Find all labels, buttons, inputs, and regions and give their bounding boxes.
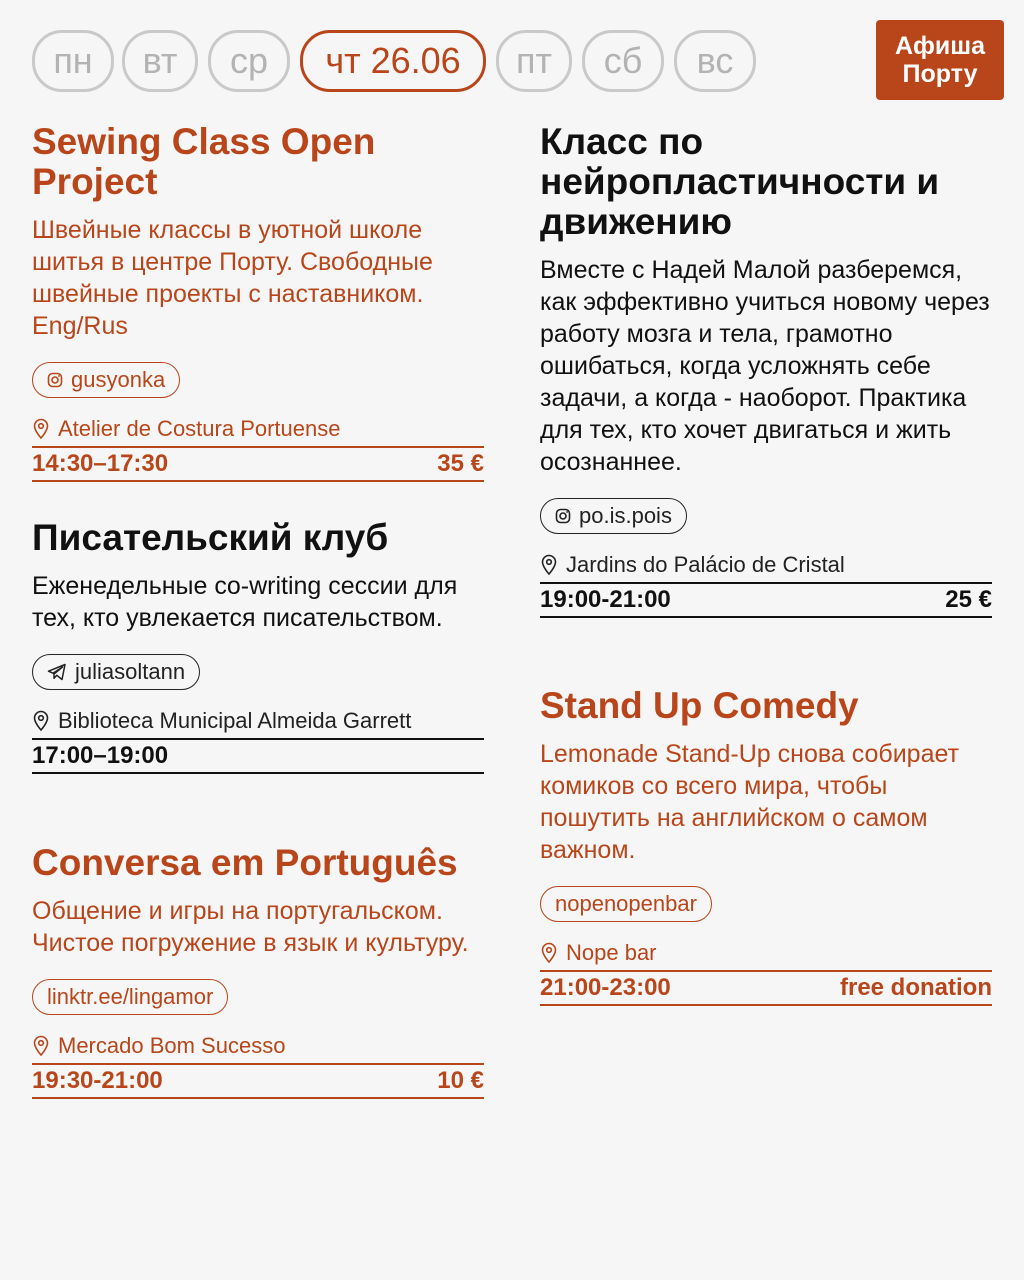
logo-line-2: Порту xyxy=(902,60,978,88)
event-title: Класс по нейропластичности и движению xyxy=(540,121,940,242)
location-pin-icon xyxy=(32,1035,50,1057)
event-price: 10 € xyxy=(437,1067,484,1094)
location-label: Biblioteca Municipal Almeida Garrett xyxy=(58,708,412,733)
location-pin-icon xyxy=(540,554,558,576)
event-card-neuro xyxy=(540,122,992,618)
event-card-conversa xyxy=(32,843,484,1099)
handle-label: nopenopenbar xyxy=(555,891,697,916)
event-title: Sewing Class Open Project xyxy=(32,121,376,202)
location-label: Atelier de Costura Portuense xyxy=(58,416,341,441)
instagram-icon xyxy=(555,508,571,524)
handle-label: linktr.ee/lingamor xyxy=(47,984,214,1009)
day-tab-wed[interactable]: ср xyxy=(208,30,290,92)
handle-label: po.is.pois xyxy=(579,503,672,528)
website-link[interactable] xyxy=(32,979,228,1015)
handle-label: gusyonka xyxy=(71,367,166,392)
location-label: Nope bar xyxy=(566,940,657,965)
day-tab-mon[interactable]: пн xyxy=(32,30,114,92)
event-time: 19:30-21:00 xyxy=(32,1067,163,1094)
event-description: Вместе с Надей Малой разберемся, как эффективно учиться новому через работу мозга и тела, грамотно ошибаться, когда усложнять себе задачи, а когда - наоборот. Практика для тех, кто хочет двигаться и жить осознаннее. xyxy=(540,256,990,476)
day-tab-fri[interactable]: пт xyxy=(496,30,572,92)
event-price: 35 € xyxy=(437,450,484,477)
day-tab-tue[interactable]: вт xyxy=(122,30,198,92)
day-tab-sat[interactable]: сб xyxy=(582,30,664,92)
event-time: 21:00-23:00 xyxy=(540,974,671,1001)
event-location xyxy=(32,1033,484,1059)
event-price: 25 € xyxy=(945,586,992,613)
event-time: 17:00–19:00 xyxy=(32,742,169,769)
day-tab-sun[interactable]: вс xyxy=(674,30,756,92)
event-description: Общение и игры на португальском. Чистое погружение в язык и культуру. xyxy=(32,897,469,957)
location-pin-icon xyxy=(540,942,558,964)
event-time-price xyxy=(32,1063,484,1099)
event-time-price xyxy=(32,446,484,482)
event-title: Stand Up Comedy xyxy=(540,685,859,726)
event-time-price xyxy=(540,970,992,1006)
event-card-sewing xyxy=(32,122,484,482)
location-pin-icon xyxy=(32,710,50,732)
telegram-handle-link[interactable] xyxy=(32,654,200,690)
event-title: Писательский клуб xyxy=(32,517,389,558)
location-label: Jardins do Palácio de Cristal xyxy=(566,552,845,577)
location-label: Mercado Bom Sucesso xyxy=(58,1033,286,1058)
telegram-icon xyxy=(47,663,67,681)
day-tab-thu[interactable]: чт 26.06 xyxy=(300,30,486,92)
event-description: Еженедельные co-writing сессии для тех, кто увлекается писательством. xyxy=(32,572,458,632)
event-description: Швейные классы в уютной школе шитья в центре Порту. Свободные швейные проекты с наставником. Eng/Rus xyxy=(32,216,433,340)
instagram-handle-link[interactable] xyxy=(32,362,180,398)
event-location xyxy=(540,552,992,578)
event-time-price xyxy=(32,738,484,774)
event-title: Conversa em Português xyxy=(32,842,458,883)
event-time: 19:00-21:00 xyxy=(540,586,671,613)
handle-label: juliasoltann xyxy=(75,659,186,684)
event-location xyxy=(540,940,992,966)
brand-logo xyxy=(876,20,1004,100)
event-description: Lemonade Stand-Up снова собирает комиков со всего мира, чтобы пошутить на английском о самом важном. xyxy=(540,740,960,864)
event-price: free donation xyxy=(839,974,992,1001)
event-time-price xyxy=(540,582,992,618)
event-card-writers xyxy=(32,518,484,774)
handle-link[interactable] xyxy=(540,886,712,922)
event-location xyxy=(32,416,484,442)
instagram-handle-link[interactable] xyxy=(540,498,687,534)
location-pin-icon xyxy=(32,418,50,440)
event-card-standup xyxy=(540,686,992,1006)
event-time: 14:30–17:30 xyxy=(32,450,169,477)
event-location xyxy=(32,708,484,734)
instagram-icon xyxy=(47,372,63,388)
logo-line-1: Афиша xyxy=(894,32,986,60)
